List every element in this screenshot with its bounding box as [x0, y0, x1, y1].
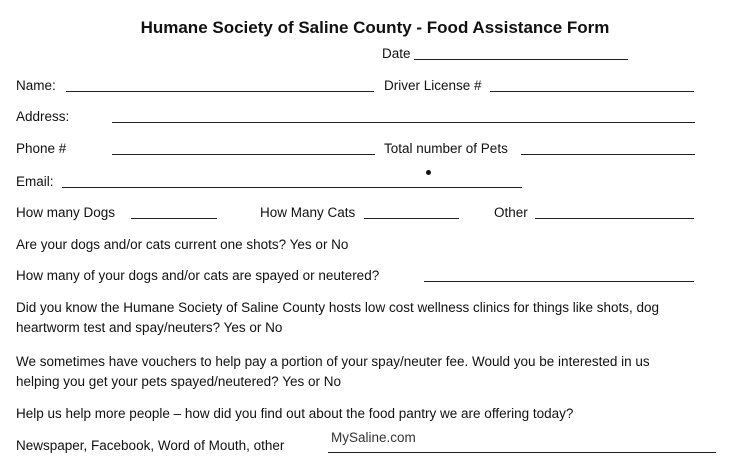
driver-license-label: Driver License # [384, 78, 482, 93]
vouchers-question-line2: helping you get your pets spayed/neutered? Yes or No [16, 374, 341, 389]
name-field[interactable] [66, 91, 374, 92]
pantry-question: Help us help more people – how did you find out about the food pantry we are offering today? [16, 406, 574, 421]
date-label: Date [382, 46, 411, 61]
sources-field[interactable] [328, 452, 716, 453]
other-field[interactable] [535, 218, 694, 219]
phone-field[interactable] [112, 154, 375, 155]
clinics-question-line1: Did you know the Humane Society of Saline County hosts low cost wellness clinics for things like shots, dog [16, 300, 660, 315]
dogs-field[interactable] [131, 218, 217, 219]
spayed-field[interactable] [424, 281, 694, 282]
sources-question: Newspaper, Facebook, Word of Mouth, other [16, 438, 285, 453]
clinics-question-line2: heartworm test and spay/neuters? Yes or No [16, 320, 283, 335]
vouchers-question-line1: We sometimes have vouchers to help pay a portion of your spay/neuter fee. Would you be interested in us [16, 354, 650, 369]
watermark: MySaline.com [331, 430, 416, 445]
other-label: Other [494, 205, 528, 220]
phone-label: Phone # [16, 141, 67, 156]
spayed-question: How many of your dogs and/or cats are spayed or neutered? [16, 268, 380, 283]
cats-label: How Many Cats [260, 205, 356, 220]
date-field[interactable] [414, 59, 628, 60]
email-label: Email: [16, 174, 54, 189]
address-label: Address: [16, 109, 70, 124]
driver-license-field[interactable] [490, 91, 694, 92]
name-label: Name: [16, 78, 56, 93]
shots-question: Are your dogs and/or cats current one shots? Yes or No [16, 237, 349, 252]
dogs-label: How many Dogs [16, 205, 116, 220]
address-field[interactable] [112, 122, 695, 123]
total-pets-label: Total number of Pets [384, 141, 508, 156]
total-pets-field[interactable] [521, 154, 695, 155]
form-title: Humane Society of Saline County - Food Assistance Form [140, 18, 610, 37]
stray-dot [426, 170, 431, 175]
cats-field[interactable] [364, 218, 459, 219]
email-field[interactable] [62, 187, 522, 188]
